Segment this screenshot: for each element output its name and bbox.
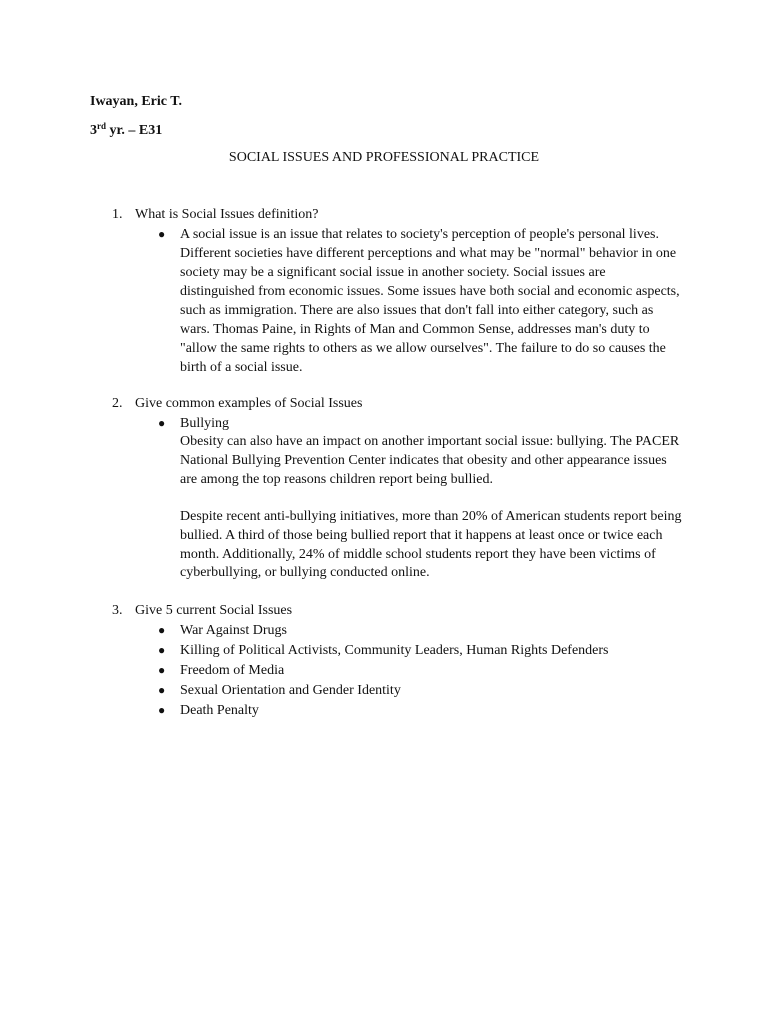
text-line: wars. Thomas Paine, in Rights of Man and Common Sense, addresses man's duty to: [180, 322, 650, 337]
question-text: What is Social Issues definition?: [135, 207, 319, 222]
question-3: [112, 601, 292, 620]
bullet-icon: ●: [158, 416, 166, 430]
text-line: Obesity can also have an impact on another important social issue: bullying. The PACER: [180, 434, 680, 449]
current-issue-label: Death Penalty: [180, 703, 259, 718]
text-line: are among the top reasons children report being bullied.: [180, 471, 493, 487]
text-line: such as immigration. There are also issues that don't fall into either category, such as: [180, 303, 654, 318]
text-line: society may be a significant social issue in another society. Social issues are: [180, 265, 606, 280]
current-issue-label: Sexual Orientation and Gender Identity: [180, 683, 401, 698]
question-text: Give 5 current Social Issues: [135, 603, 293, 618]
current-issue-label: War Against Drugs: [180, 623, 287, 638]
document-title: SOCIAL ISSUES AND PROFESSIONAL PRACTICE: [228, 150, 540, 165]
question-number: 3.: [112, 603, 123, 618]
bullet-icon: ●: [158, 683, 166, 697]
answer-2-paragraph-1: [180, 433, 679, 489]
text-line: Despite recent anti-bullying initiatives, more than 20% of American students report being: [180, 509, 682, 524]
year-ordinal-suffix: rd: [97, 121, 106, 131]
current-issue-item: [158, 701, 688, 720]
question-2: [112, 394, 362, 413]
answer-1-text: [180, 225, 688, 377]
answer-2-bullet-label: Bullying: [180, 416, 230, 431]
bullet-icon: ●: [158, 227, 166, 241]
text-line: distinguished from economic issues. Some issues have both social and economic aspects,: [180, 284, 680, 299]
text-line: month. Additionally, 24% of middle school students report they have been victims of: [180, 546, 656, 562]
text-line: "allow the same rights to others as we allow ourselves". The failure to do so causes the: [180, 341, 666, 356]
current-issue-item: [158, 681, 688, 700]
text-line: National Bullying Prevention Center indicates that obesity and other appearance issues: [180, 452, 667, 468]
bullet-icon: ●: [158, 643, 166, 657]
bullet-icon: ●: [158, 663, 166, 677]
question-1: [112, 205, 319, 224]
current-issue-label: Killing of Political Activists, Community Leaders, Human Rights Defenders: [180, 643, 609, 658]
current-issue-item: [158, 661, 688, 680]
text-line: bullied. A third of those being bullied report that it happens at least once or twice each: [180, 527, 663, 543]
text-line: cyberbullying, or bullying conducted online.: [180, 565, 430, 581]
text-line: birth of a social issue.: [180, 360, 303, 375]
current-issue-item: [158, 621, 688, 640]
author-name: Iwayan, Eric T.: [90, 94, 183, 109]
question-number: 2.: [112, 396, 123, 411]
text-line: Different societies have different perceptions and what may be "normal" behavior in one: [180, 246, 677, 261]
year-section: [90, 121, 162, 141]
question-number: 1.: [112, 207, 123, 222]
answer-1-bullet: [158, 225, 688, 377]
bullet-icon: ●: [158, 623, 166, 637]
answer-2-paragraph-2: [180, 508, 682, 583]
current-issue-label: Freedom of Media: [180, 663, 285, 678]
question-text: Give common examples of Social Issues: [135, 396, 363, 411]
year-section-code: yr. – E31: [106, 123, 163, 138]
answer-2-bullet: [158, 414, 688, 433]
text-line: A social issue is an issue that relates to society's perception of people's personal lives.: [180, 227, 659, 242]
year-number: 3: [90, 123, 97, 138]
bullet-icon: ●: [158, 703, 166, 717]
current-issue-item: [158, 641, 688, 660]
